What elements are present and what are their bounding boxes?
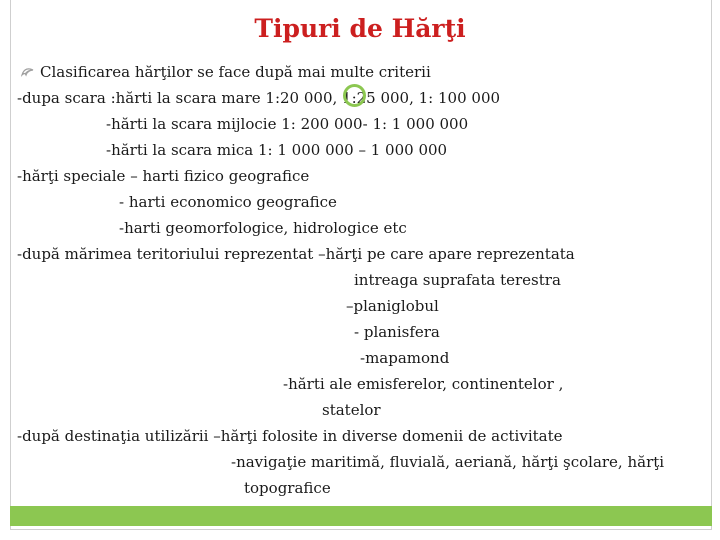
text-line-purpose-topographic: topografice: [244, 479, 331, 497]
text-line-territory-surface: intreaga suprafata terestra: [354, 271, 561, 289]
text-line-scale-medium: -hărti la scara mijlocie 1: 200 000- 1: 1 000 000: [106, 115, 469, 133]
bottom-accent-bar: [10, 506, 712, 526]
text-line-special-geomorph: -harti geomorfologice, hidrologice etc: [119, 219, 407, 237]
slide-title: Tipuri de Hărţi: [254, 14, 466, 43]
text-line-scale-small: -hărti la scara mica 1: 1 000 000 – 1 000 000: [106, 141, 448, 159]
curly-leaf-icon: [21, 67, 35, 77]
text-line-mapamond: -mapamond: [360, 349, 450, 367]
text-line-states: statelor: [322, 401, 381, 419]
text-line-purpose-heading: -după destinaţia utilizării –hărţi folosite in diverse domenii de activitate: [17, 427, 563, 445]
text-line-purpose-navigation: -navigaţie maritimă, fluvială, aeriană, hărţi şcolare, hărţi: [231, 453, 665, 471]
text-line-special-heading: -hărţi speciale – harti fizico geografice: [17, 167, 310, 185]
text-line-planiglob: –planiglobul: [346, 297, 439, 315]
text-line-intro: Clasificarea hărţilor se face după mai multe criterii: [40, 63, 431, 81]
text-line-planisfera: - planisfera: [354, 323, 440, 341]
text-line-hemispheres: -hărti ale emisferelor, continentelor ,: [283, 375, 564, 393]
text-line-territory-heading: -după mărimea teritoriului reprezentat –hărţi pe care apare reprezentata: [17, 245, 575, 263]
text-line-scale-heading: -dupa scara :hărti la scara mare 1:20 000, 1:25 000, 1: 100 000: [17, 89, 501, 107]
circle-marker-icon: [343, 84, 366, 107]
text-line-special-economic: - harti economico geografice: [119, 193, 337, 211]
